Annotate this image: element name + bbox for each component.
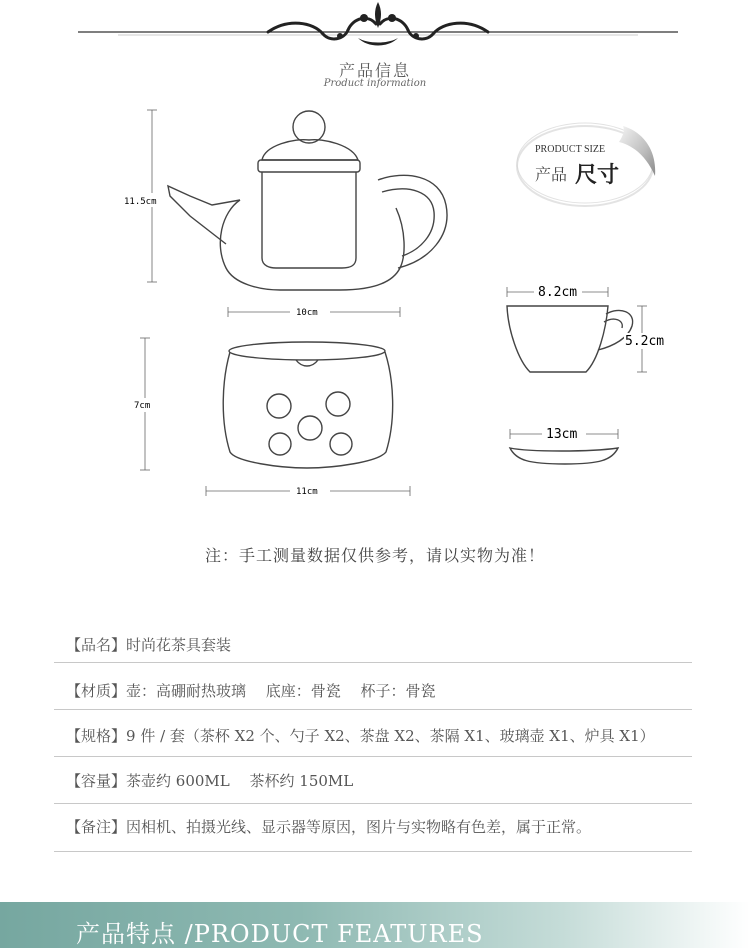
divider (54, 662, 692, 663)
cup-height-label: 5.2cm (625, 334, 665, 349)
section-subtitle: Product information (323, 78, 427, 89)
spec-row-name (66, 634, 706, 664)
divider (54, 851, 692, 852)
divider (54, 756, 692, 757)
cup-width-label: 8.2cm (538, 285, 578, 300)
warmer-height-label: 7cm (134, 401, 151, 411)
section-title: 产品信息 (338, 61, 411, 80)
spec-value: 时尚花茶具套装 (126, 636, 232, 654)
teapot-outline (168, 111, 447, 290)
spec-label: 【规格】 (66, 727, 127, 745)
features-banner-title: 产品特点 /PRODUCT FEATURES (76, 920, 484, 948)
spec-label: 【材质】 (66, 682, 127, 700)
saucer-width-label: 13cm (546, 427, 578, 442)
measurement-note: 注：手工测量数据仅供参考，请以实物为准！ (204, 546, 545, 565)
warmer-width-label: 11cm (296, 487, 318, 497)
spec-row-material (66, 680, 706, 710)
badge-line2a: 产品 (535, 165, 568, 184)
teapot-height-label: 11.5cm (124, 197, 157, 207)
saucer-outline (510, 448, 618, 464)
spec-row-specification (66, 725, 706, 755)
spec-value: 因相机、拍摄光线、显示器等原因，图片与实物略有色差，属于正常。 (126, 818, 592, 836)
decorative-ornament (78, 0, 678, 52)
spec-row-remarks (66, 816, 706, 846)
badge-line1: PRODUCT SIZE (535, 144, 606, 155)
warmer-outline (223, 342, 392, 468)
spec-value: 9 件 / 套（茶杯 X2 个、勺子 X2、茶盘 X2、茶隔 X1、玻璃壶 X1、炉具 X1） (126, 727, 655, 745)
divider (54, 709, 692, 710)
cup-outline (507, 306, 633, 372)
spec-label: 【品名】 (66, 636, 127, 654)
teapot-width-label: 10cm (296, 308, 318, 318)
divider (54, 803, 692, 804)
spec-label: 【备注】 (66, 818, 127, 836)
spec-row-capacity (66, 770, 706, 800)
spec-value: 茶壶约 600ML 茶杯约 150ML (126, 772, 354, 790)
spec-label: 【容量】 (66, 772, 127, 790)
product-dimension-drawing (0, 96, 750, 516)
spec-value: 壶：高硼耐热玻璃 底座：骨瓷 杯子：骨瓷 (126, 682, 436, 700)
badge-line2b: 尺寸 (575, 162, 620, 188)
